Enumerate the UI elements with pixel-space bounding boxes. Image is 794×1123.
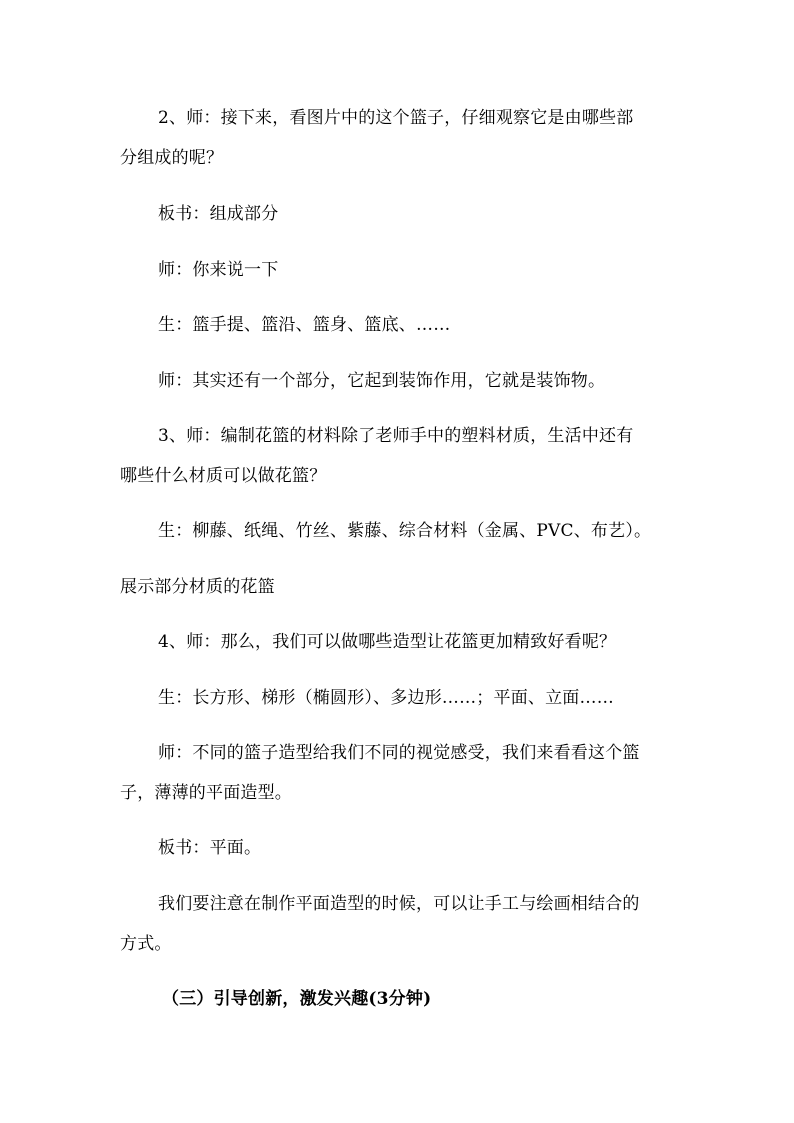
paragraph-flat-note-line2: 方式。 [120,934,172,954]
paragraph-step2-line2: 分组成的呢？ [120,148,224,168]
paragraph-step3-line2: 哪些什么材质可以做花篮？ [120,466,327,486]
section-heading: （三）引导创新，激发兴趣(3分钟) [162,989,432,1009]
paragraph-show-materials: 展示部分材质的花篮 [120,577,275,597]
paragraph-teacher-visual-line2: 子，薄薄的平面造型。 [120,783,292,803]
paragraph-teacher-visual-line1: 师：不同的篮子造型给我们不同的视觉感受，我们来看看这个篮 [158,743,640,763]
paragraph-step2-line1: 2、师：接下来，看图片中的这个篮子，仔细观察它是由哪些部 [158,108,634,128]
paragraph-board-flat: 板书：平面。 [158,838,262,858]
paragraph-teacher-ask: 师：你来说一下 [158,260,279,280]
paragraph-board-components: 板书：组成部分 [158,204,279,224]
paragraph-step3-line1: 3、师：编制花篮的材料除了老师手中的塑料材质，生活中还有 [158,426,634,446]
paragraph-student-parts: 生：篮手提、篮沿、篮身、篮底、…… [158,315,451,335]
paragraph-step4: 4、师：那么，我们可以做哪些造型让花篮更加精致好看呢？ [158,632,617,652]
paragraph-student-shapes: 生：长方形、梯形（椭圆形）、多边形……；平面、立面…… [158,688,614,708]
paragraph-student-materials: 生：柳藤、纸绳、竹丝、紫藤、综合材料（金属、PVC、布艺）。 [158,521,652,541]
paragraph-flat-note-line1: 我们要注意在制作平面造型的时候，可以让手工与绘画相结合的 [158,894,640,914]
paragraph-teacher-decoration: 师：其实还有一个部分，它起到装饰作用，它就是装饰物。 [158,371,606,391]
